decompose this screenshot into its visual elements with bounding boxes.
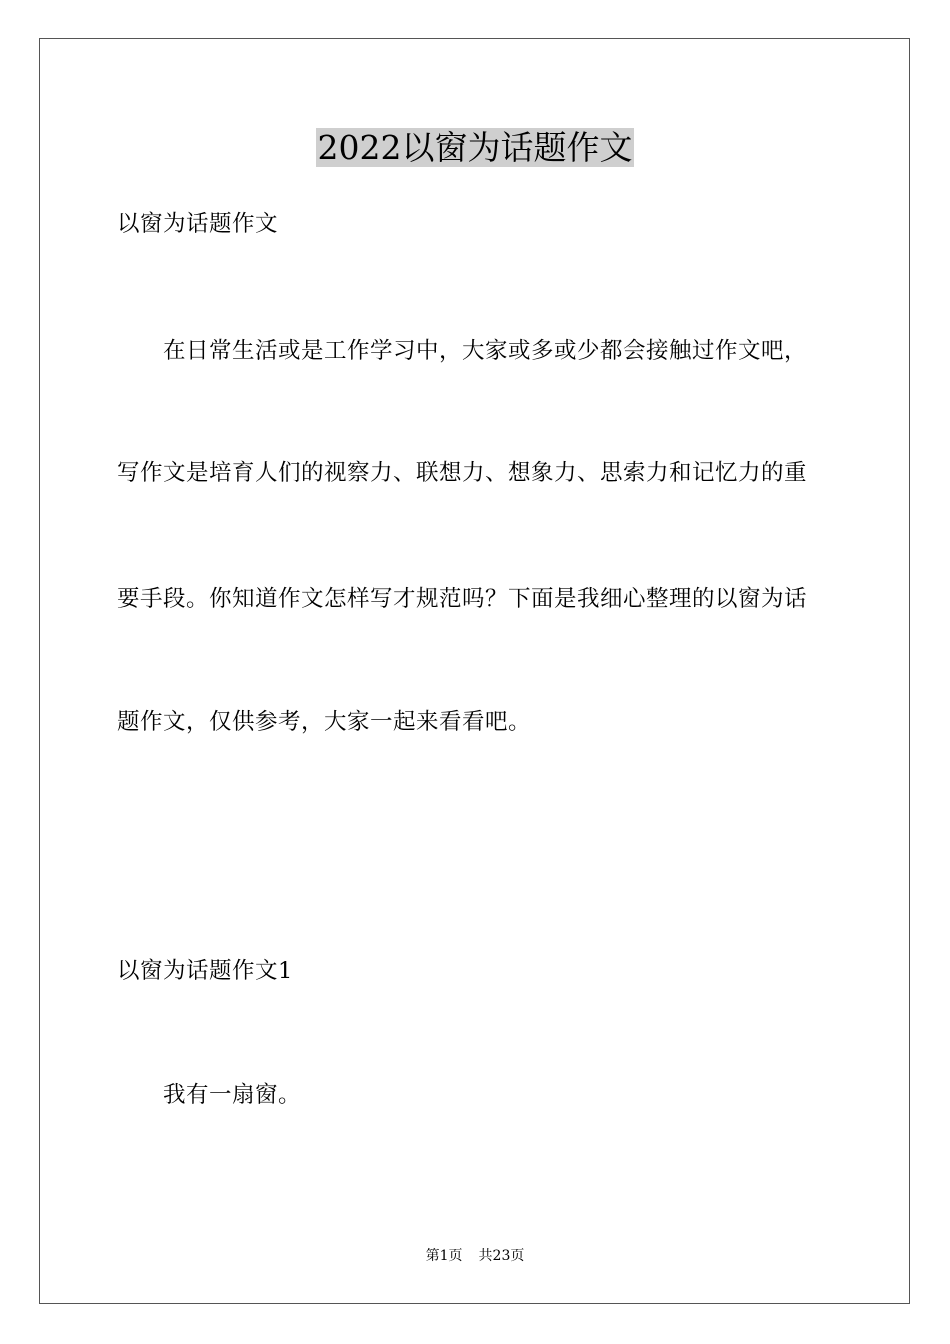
page-number-current: 第1页 bbox=[425, 1248, 463, 1264]
intro-paragraph-line: 写作文是培育人们的视察力、联想力、想象力、思索力和记忆力的重 bbox=[117, 460, 808, 486]
document-subtitle: 以窗为话题作文 bbox=[117, 211, 279, 237]
intro-paragraph-line: 题作文，仅供参考，大家一起来看看吧。 bbox=[117, 709, 532, 735]
page-number-total: 共23页 bbox=[478, 1248, 525, 1264]
intro-paragraph-line: 要手段。你知道作文怎样写才规范吗？下面是我细心整理的以窗为话 bbox=[117, 586, 808, 612]
document-title-text: 2022以窗为话题作文 bbox=[317, 128, 633, 167]
section-heading: 以窗为话题作文1 bbox=[117, 958, 293, 984]
section-paragraph-line: 我有一扇窗。 bbox=[163, 1082, 302, 1108]
page-footer bbox=[0, 1246, 950, 1266]
document-title bbox=[0, 126, 950, 170]
intro-paragraph-line: 在日常生活或是工作学习中，大家或多或少都会接触过作文吧， bbox=[163, 338, 808, 364]
